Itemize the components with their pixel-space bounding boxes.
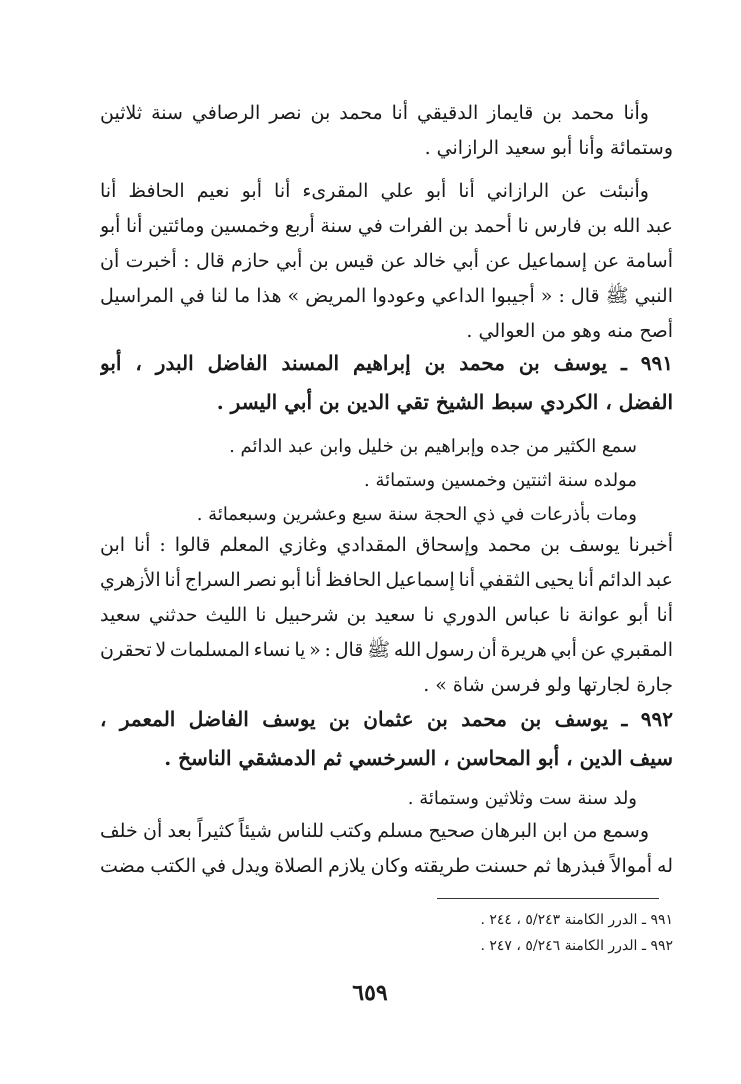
bio-line: مولده سنة اثنتين وخمسين وستمائة . [364,470,637,491]
paragraph-1 [100,96,673,166]
footnote-992: ٩٩٢ ـ الدرر الكامنة ٥/٢٤٦ ، ٢٤٧ . [480,938,673,954]
paragraph-line: وستمائة وأنا أبو سعيد الرازاني . [424,137,673,159]
paragraph-4 [100,814,673,884]
paragraph-line: وأنبئت عن الرازاني أنا أبو علي المقرىء أنا أبو نعيم الحافظ أنا [100,180,649,202]
heading-line: ٩٩١ ـ يوسف بن محمد بن إبراهيم المسند الفاضل البدر ، أبو [100,351,673,375]
entry-bio-992 [100,782,673,816]
paragraph-line: له أموالاً فبذرها ثم حسنت طريقته وكان يلازم الصلاة ويدل في الكتب مضت [100,855,673,877]
paragraph-line: عبد الله بن فارس نا أحمد بن الفرات في سنة أربع وخمسين ومائتين أنا أبو [100,215,673,237]
paragraph-line: عبد الدائم أنا يحيى الثقفي أنا إسماعيل الحافظ أنا أبو نصر السراج أنا الأزهري [100,569,673,591]
paragraph-line: جارة لجارتها ولو فرسن شاة » . [423,674,673,696]
page-number: ٦٥٩ [352,980,388,1006]
heading-line: ٩٩٢ ـ يوسف بن محمد بن عثمان بن يوسف الفاضل المعمر ، [100,707,673,731]
paragraph-line: النبي ﷺ قال : « أجيبوا الداعي وعودوا المريض » هذا ما لنا في المراسيل [100,285,673,307]
paragraph-line: أخبرنا يوسف بن محمد وإسحاق المقدادي وغازي المعلم قالوا : أنا ابن [100,534,673,556]
footnote-991: ٩٩١ ـ الدرر الكامنة ٥/٢٤٣ ، ٢٤٤ . [480,912,673,928]
paragraph-line: أسامة عن إسماعيل عن أبي خالد عن قيس بن أبي حازم قال : أخبرت أن [100,250,673,272]
paragraph-line: أصح منه وهو من العوالي . [466,320,673,342]
bio-line: سمع الكثير من جده وإبراهيم بن خليل وابن عبد الدائم . [229,436,637,457]
entry-bio-991 [100,430,673,532]
bio-line: ولد سنة ست وثلاثين وستمائة . [407,788,637,809]
paragraph-line: وسمع من ابن البرهان صحيح مسلم وكتب للناس شيئاً كثيراً بعد أن خلف [100,820,649,842]
heading-line: سيف الدين ، أبو المحاسن ، السرخسي ثم الدمشقي الناسخ . [164,746,673,770]
paragraph-line: وأنا محمد بن قايماز الدقيقي أنا محمد بن نصر الرصافي سنة ثلاثين [100,102,649,124]
paragraph-2 [100,174,673,349]
paragraph-3 [100,528,673,703]
entry-heading-991 [100,344,673,422]
bio-line: ومات بأذرعات في ذي الحجة سنة سبع وعشرين وسبعمائة . [196,504,637,525]
paragraph-line: المقبري عن أبي هريرة أن رسول الله ﷺ قال : « يا نساء المسلمات لا تحقرن [100,639,673,661]
paragraph-line: أنا أبو عوانة نا عباس الدوري نا سعيد بن شرحبيل نا الليث حدثني سعيد [100,604,673,626]
entry-heading-992 [100,700,673,778]
heading-line: الفضل ، الكردي سبط الشيخ تقي الدين بن أبي اليسر . [216,390,673,414]
footnote-separator [437,898,659,899]
